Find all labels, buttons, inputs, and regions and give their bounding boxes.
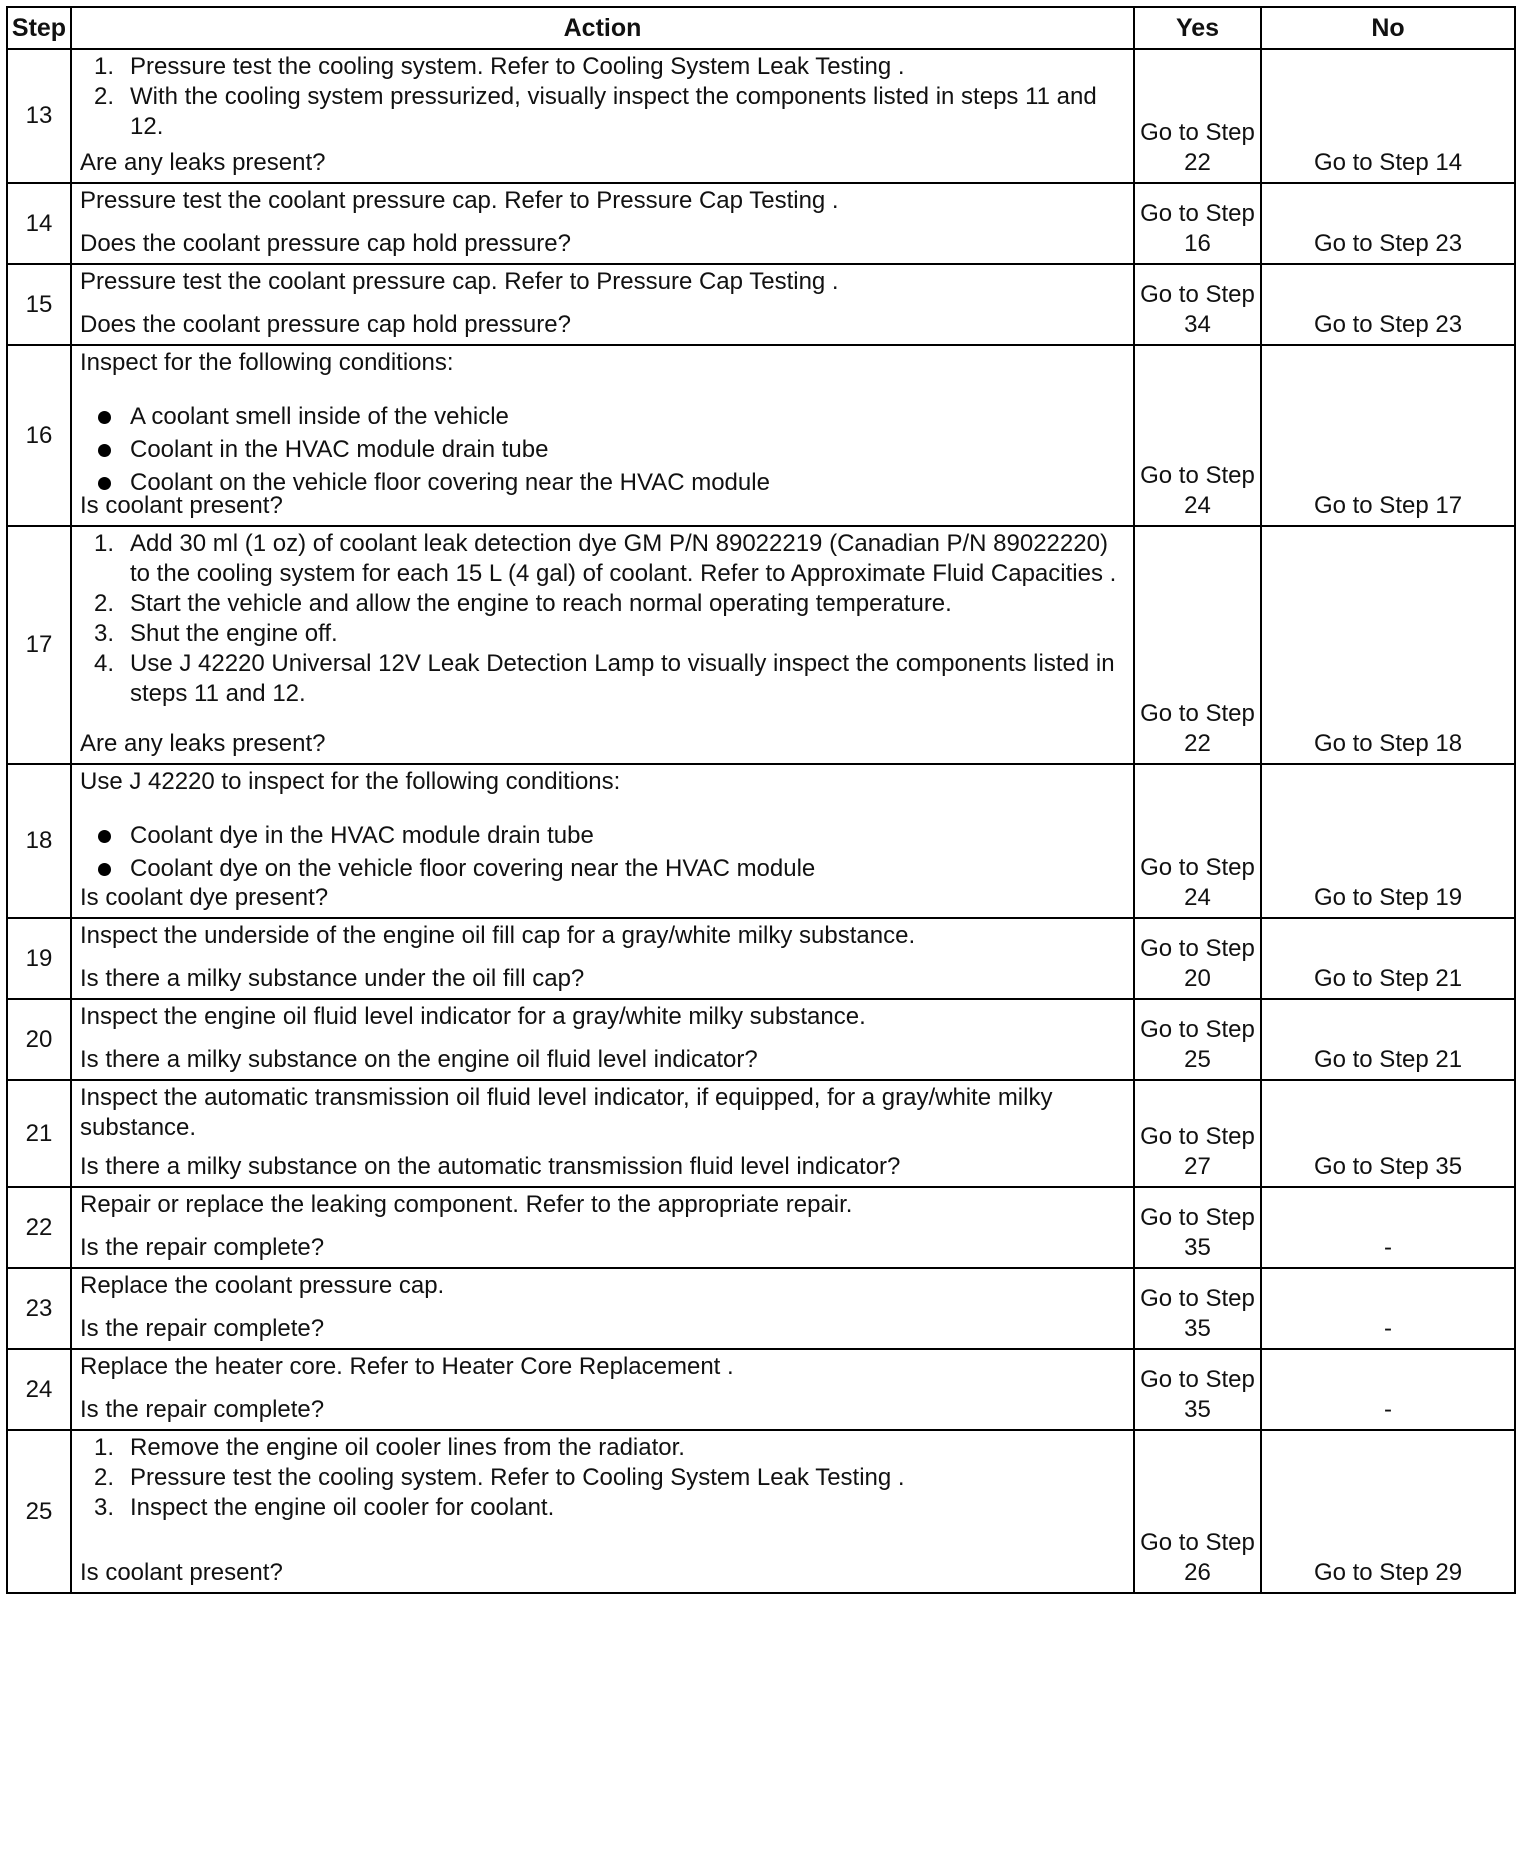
yes-cell: Go to Step 35 [1134, 1349, 1261, 1430]
action-question: Is there a milky substance under the oil fill cap? [80, 965, 585, 992]
header-row [7, 7, 1515, 49]
action-question: Is the repair complete? [80, 1315, 325, 1342]
no-cell: Go to Step 35 [1261, 1080, 1515, 1187]
action-cell [71, 1080, 1134, 1187]
action-question: Is the repair complete? [80, 1396, 325, 1423]
action-question: Does the coolant pressure cap hold pressure? [80, 230, 571, 257]
action-cell [71, 1268, 1134, 1349]
condition-list [80, 402, 1125, 498]
header-step: Step [7, 7, 71, 49]
table-row [7, 999, 1515, 1080]
no-cell: - [1261, 1187, 1515, 1268]
step-number: 24 [7, 1349, 71, 1430]
step-number: 14 [7, 183, 71, 264]
no-cell: - [1261, 1349, 1515, 1430]
step-number: 18 [7, 764, 71, 918]
no-cell: Go to Step 17 [1261, 345, 1515, 526]
action-intro: Repair or replace the leaking component. Refer to the appropriate repair. [80, 1191, 853, 1218]
step-number: 20 [7, 999, 71, 1080]
no-cell: Go to Step 29 [1261, 1430, 1515, 1593]
table-row [7, 526, 1515, 764]
condition-item: Coolant on the vehicle floor covering near the HVAC module [130, 468, 1125, 498]
action-question: Are any leaks present? [80, 149, 326, 176]
condition-item: Coolant in the HVAC module drain tube [130, 435, 1125, 465]
action-cell [71, 999, 1134, 1080]
step-number: 17 [7, 526, 71, 764]
table-row [7, 918, 1515, 999]
action-intro: Inspect the automatic transmission oil fluid level indicator, if equipped, for a gray/white milky substance. [80, 1084, 1053, 1141]
action-cell [71, 764, 1134, 918]
action-cell [71, 264, 1134, 345]
action-list-item: Remove the engine oil cooler lines from the radiator. [130, 1434, 685, 1461]
table-row [7, 1080, 1515, 1187]
action-list-item: Shut the engine off. [130, 620, 338, 647]
condition-list [80, 821, 1125, 884]
action-list [80, 529, 1125, 709]
yes-cell: Go to Step 24 [1134, 345, 1261, 526]
table-row [7, 1430, 1515, 1593]
no-cell: Go to Step 19 [1261, 764, 1515, 918]
action-cell [71, 1187, 1134, 1268]
action-cell [71, 49, 1134, 183]
step-number: 22 [7, 1187, 71, 1268]
diagnostic-table-container [6, 6, 1514, 1594]
header-action: Action [71, 7, 1134, 49]
action-list-item: Start the vehicle and allow the engine to reach normal operating temperature. [130, 590, 952, 617]
yes-cell: Go to Step 22 [1134, 49, 1261, 183]
table-row [7, 1349, 1515, 1430]
table-row [7, 345, 1515, 526]
action-question: Does the coolant pressure cap hold pressure? [80, 311, 571, 338]
action-question: Is coolant present? [80, 492, 283, 519]
no-cell: Go to Step 23 [1261, 183, 1515, 264]
yes-cell: Go to Step 35 [1134, 1187, 1261, 1268]
action-cell [71, 1349, 1134, 1430]
action-intro: Inspect for the following conditions: [80, 349, 454, 376]
step-number: 19 [7, 918, 71, 999]
no-cell: Go to Step 21 [1261, 999, 1515, 1080]
table-body [7, 49, 1515, 1593]
action-question: Is coolant dye present? [80, 884, 329, 911]
yes-cell: Go to Step 34 [1134, 264, 1261, 345]
action-intro: Replace the coolant pressure cap. [80, 1272, 445, 1299]
yes-cell: Go to Step 27 [1134, 1080, 1261, 1187]
table-row [7, 764, 1515, 918]
action-list-item: Pressure test the cooling system. Refer to Cooling System Leak Testing . [130, 1464, 905, 1491]
action-list [80, 1433, 1125, 1523]
condition-item: Coolant dye on the vehicle floor covering near the HVAC module [130, 854, 1125, 884]
action-intro: Pressure test the coolant pressure cap. Refer to Pressure Cap Testing . [80, 187, 839, 214]
header-yes: Yes [1134, 7, 1261, 49]
no-cell: Go to Step 18 [1261, 526, 1515, 764]
action-question: Is coolant present? [80, 1559, 283, 1586]
action-intro: Inspect the engine oil fluid level indicator for a gray/white milky substance. [80, 1003, 866, 1030]
table-row [7, 1187, 1515, 1268]
step-number: 16 [7, 345, 71, 526]
step-number: 23 [7, 1268, 71, 1349]
action-intro: Replace the heater core. Refer to Heater Core Replacement . [80, 1353, 734, 1380]
action-list-item: Add 30 ml (1 oz) of coolant leak detection dye GM P/N 89022219 (Canadian P/N 89022220) to the cooling system for each 15 L (4 gal) of coolant. Refer to Approximate Fluid Capacities . [130, 530, 1117, 587]
action-list-item: Use J 42220 Universal 12V Leak Detection Lamp to visually inspect the components listed in steps 11 and 12. [130, 650, 1115, 707]
action-cell [71, 1430, 1134, 1593]
yes-cell: Go to Step 24 [1134, 764, 1261, 918]
step-number: 25 [7, 1430, 71, 1593]
yes-cell: Go to Step 20 [1134, 918, 1261, 999]
yes-cell: Go to Step 22 [1134, 526, 1261, 764]
action-question: Is there a milky substance on the automatic transmission fluid level indicator? [80, 1153, 901, 1180]
diagnostic-table [6, 6, 1516, 1594]
action-intro: Use J 42220 to inspect for the following conditions: [80, 768, 621, 795]
table-row [7, 264, 1515, 345]
action-cell [71, 183, 1134, 264]
header-no: No [1261, 7, 1515, 49]
table-row [7, 49, 1515, 183]
action-cell [71, 918, 1134, 999]
action-cell [71, 526, 1134, 764]
action-list [80, 52, 1125, 142]
action-intro: Inspect the underside of the engine oil fill cap for a gray/white milky substance. [80, 922, 916, 949]
table-row [7, 1268, 1515, 1349]
table-row [7, 183, 1515, 264]
step-number: 13 [7, 49, 71, 183]
condition-item: Coolant dye in the HVAC module drain tube [130, 821, 1125, 851]
action-question: Is the repair complete? [80, 1234, 325, 1261]
condition-item: A coolant smell inside of the vehicle [130, 402, 1125, 432]
action-list-item: With the cooling system pressurized, visually inspect the components listed in steps 11 and 12. [130, 83, 1097, 140]
action-question: Are any leaks present? [80, 730, 326, 757]
yes-cell: Go to Step 16 [1134, 183, 1261, 264]
step-number: 21 [7, 1080, 71, 1187]
step-number: 15 [7, 264, 71, 345]
yes-cell: Go to Step 25 [1134, 999, 1261, 1080]
no-cell: Go to Step 14 [1261, 49, 1515, 183]
yes-cell: Go to Step 26 [1134, 1430, 1261, 1593]
action-intro: Pressure test the coolant pressure cap. Refer to Pressure Cap Testing . [80, 268, 839, 295]
table-header [7, 7, 1515, 49]
no-cell: - [1261, 1268, 1515, 1349]
no-cell: Go to Step 21 [1261, 918, 1515, 999]
action-cell [71, 345, 1134, 526]
no-cell: Go to Step 23 [1261, 264, 1515, 345]
action-question: Is there a milky substance on the engine oil fluid level indicator? [80, 1046, 758, 1073]
action-list-item: Inspect the engine oil cooler for coolant. [130, 1494, 555, 1521]
yes-cell: Go to Step 35 [1134, 1268, 1261, 1349]
action-list-item: Pressure test the cooling system. Refer to Cooling System Leak Testing . [130, 53, 905, 80]
